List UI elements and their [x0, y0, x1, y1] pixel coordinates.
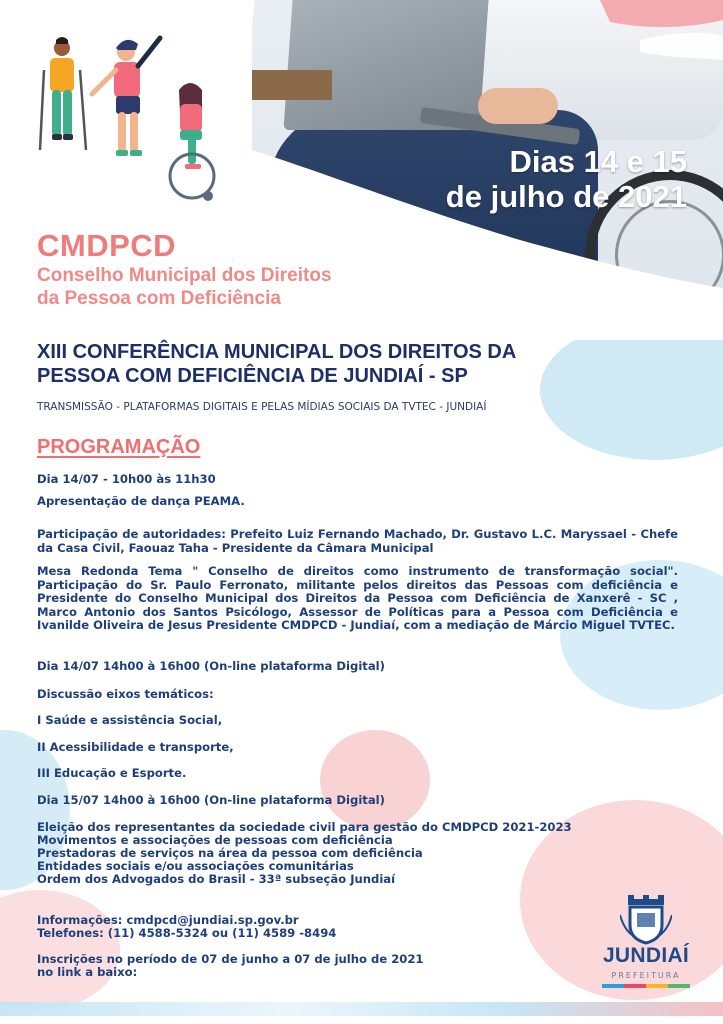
election-line: Ordem dos Advogados do Brasil - 33ª subseção Jundiaí — [37, 872, 396, 886]
conference-title — [37, 340, 637, 388]
event-date-line1: Dias 14 e 15 — [509, 144, 687, 179]
program-heading: PROGRAMAÇÃO — [37, 436, 201, 458]
city-color-bar — [602, 984, 690, 988]
city-name: JUNDIAÍ — [602, 944, 690, 967]
election-line: Entidades sociais e/ou associações comunitárias — [37, 859, 354, 873]
city-hall-label: PREFEITURA — [611, 971, 681, 980]
figure-with-prosthetic-arm — [92, 38, 160, 156]
figure-in-wheelchair — [170, 83, 214, 201]
election-line: Eleição dos representantes da sociedade civil para gestão do CMDPCD 2021-2023 — [37, 820, 572, 834]
day1-morning-schedule: Dia 14/07 - 10h00 às 11h30 — [37, 472, 216, 486]
conference-title-line2: PESSOA COM DEFICIÊNCIA DE JUNDIAÍ - SP — [37, 365, 468, 387]
org-name-line1: Conselho Municipal dos Direitos — [37, 265, 332, 286]
election-line: Movimentos e associações de pessoas com deficiência — [37, 833, 393, 847]
contact-email: Informações: cmdpcd@jundiai.sp.gov.br — [37, 913, 299, 927]
themes-heading: Discussão eixos temáticos: — [37, 687, 214, 701]
contact-phones: Telefones: (11) 4588-5324 ou (11) 4589 -8494 — [37, 926, 337, 940]
org-name-line2: da Pessoa com Deficiência — [37, 288, 281, 309]
event-date-line2: de julho de 2021 — [445, 179, 687, 214]
theme-item-2: II Acessibilidade e transporte, — [37, 740, 234, 754]
theme-item-3: III Educação e Esporte. — [37, 766, 187, 780]
round-table-description: Mesa Redonda Tema " Conselho de direitos como instrumento de transformação social". Participação do Sr. Paulo Ferronato, militante pelos direitos das Pessoas com deficiência e Presidente do Conselho Municipal dos Direitos da Pessoa com Deficiência de Xanxerê - SC , Marco Antonio dos Santos Psicólogo, Assessor de Políticas para a Pessoa com Deficiência e Ivanilde Oliveira de Jesus Presidente CMDPCD - Jundiaí, com a mediação de Márcio Miguel TVTEC. — [37, 564, 678, 632]
transmission-info: TRANSMISSÃO - PLATAFORMAS DIGITAIS E PELAS MÍDIAS SOCIAIS DA TVTEC - JUNDIAÍ — [37, 401, 487, 413]
day1-afternoon-schedule: Dia 14/07 14h00 à 16h00 (On-line plataforma Digital) — [37, 659, 385, 673]
figure-with-crutches — [40, 37, 86, 150]
dance-presentation: Apresentação de dança PEAMA. — [37, 494, 245, 508]
conference-title-line1: XIII CONFERÊNCIA MUNICIPAL DOS DIREITOS DA — [37, 341, 517, 363]
registration-link-note: no link a baixo: — [37, 965, 138, 979]
blue-brush-stroke-bottom — [0, 1002, 723, 1016]
day2-afternoon-schedule: Dia 15/07 14h00 à 16h00 (On-line plataforma Digital) — [37, 793, 385, 807]
authorities-participation: Participação de autoridades: Prefeito Luiz Fernando Machado, Dr. Gustavo L.C. Maryssael - Chefe da Casa Civil, Faouaz Taha - Presidente da Câmara Municipal — [37, 527, 678, 555]
registration-period: Inscrições no período de 07 de junho a 07 de julho de 2021 — [37, 952, 424, 966]
org-acronym: CMDPCD — [37, 228, 177, 263]
people-illustration — [30, 30, 230, 210]
city-coat-of-arms-icon — [620, 895, 672, 945]
pink-paint-blob-bottom-left — [0, 890, 120, 1010]
election-line: Prestadoras de serviços na área da pessoa com deficiência — [37, 846, 423, 860]
theme-item-1: I Saúde e assistência Social, — [37, 713, 223, 727]
